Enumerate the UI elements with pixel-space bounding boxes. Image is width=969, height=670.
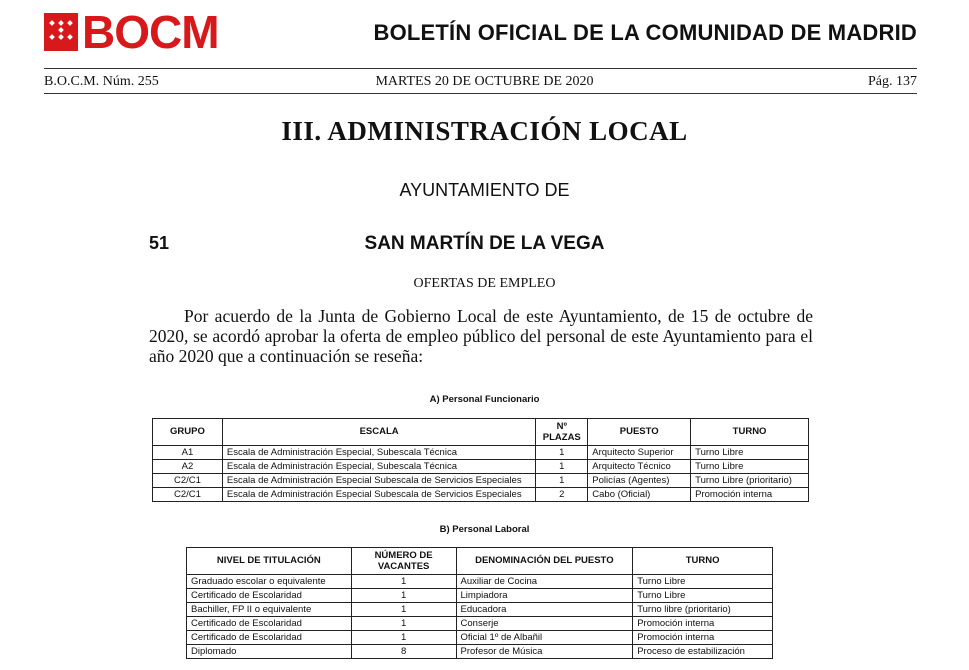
col-puesto: PUESTO — [588, 419, 691, 446]
cell-vacantes: 1 — [351, 589, 456, 603]
cell-grupo: C2/C1 — [153, 474, 223, 488]
cell-puesto: Arquitecto Superior — [588, 446, 691, 460]
cell-puesto: Policías (Agentes) — [588, 474, 691, 488]
cell-turno: Promoción interna — [633, 617, 773, 631]
table-row — [153, 474, 809, 488]
cell-plazas: 2 — [536, 488, 588, 502]
col-nivel: NIVEL DE TITULACIÓN — [187, 548, 352, 575]
header-top-rule — [44, 68, 917, 69]
subject-heading: OFERTAS DE EMPLEO — [413, 276, 556, 291]
cell-turno: Turno Libre — [691, 446, 809, 460]
ayuntamiento-heading: AYUNTAMIENTO DE — [399, 180, 570, 200]
col-grupo: GRUPO — [153, 419, 223, 446]
table-b-caption: B) Personal Laboral — [439, 524, 530, 535]
cell-denominacion: Oficial 1º de Albañil — [456, 631, 633, 645]
cell-turno: Turno Libre (prioritario) — [691, 474, 809, 488]
cell-denominacion: Educadora — [456, 603, 633, 617]
col-turno: TURNO — [691, 419, 809, 446]
cell-turno: Turno Libre — [633, 589, 773, 603]
cell-denominacion: Profesor de Música — [456, 645, 633, 659]
personal-laboral-table — [186, 547, 773, 659]
col-denominacion: DENOMINACIÓN DEL PUESTO — [456, 548, 633, 575]
issue-number: B.O.C.M. Núm. 255 — [44, 74, 159, 89]
cell-plazas: 1 — [536, 474, 588, 488]
personal-funcionario-table — [152, 418, 809, 502]
header-bottom-rule — [44, 93, 917, 94]
cell-nivel: Certificado de Escolaridad — [187, 631, 352, 645]
cell-denominacion: Conserje — [456, 617, 633, 631]
cell-vacantes: 1 — [351, 603, 456, 617]
table-row — [153, 460, 809, 474]
cell-escala: Escala de Administración Especial Subescala de Servicios Especiales — [222, 474, 535, 488]
col-plazas: Nº PLAZAS — [536, 419, 588, 446]
col-escala: ESCALA — [222, 419, 535, 446]
cell-nivel: Bachiller, FP II o equivalente — [187, 603, 352, 617]
col-turno: TURNO — [633, 548, 773, 575]
cell-nivel: Certificado de Escolaridad — [187, 589, 352, 603]
cell-turno: Turno libre (prioritario) — [633, 603, 773, 617]
table-row — [187, 589, 773, 603]
table-row — [187, 645, 773, 659]
cell-denominacion: Limpiadora — [456, 589, 633, 603]
table-header-row — [153, 419, 809, 446]
cell-escala: Escala de Administración Especial, Subescala Técnica — [222, 446, 535, 460]
body-paragraph-text: Por acuerdo de la Junta de Gobierno Local de este Ayuntamiento, de 15 de octubre de 2020, se acordó aprobar la oferta de empleo público del personal de este Ayuntamiento para el año 2020 que a continuación se reseña: — [149, 306, 813, 366]
town-name: SAN MARTÍN DE LA VEGA — [364, 233, 605, 254]
cell-turno: Proceso de estabilización — [633, 645, 773, 659]
cell-escala: Escala de Administración Especial, Subescala Técnica — [222, 460, 535, 474]
cell-plazas: 1 — [536, 446, 588, 460]
entry-number: 51 — [149, 233, 170, 253]
cell-nivel: Diplomado — [187, 645, 352, 659]
cell-plazas: 1 — [536, 460, 588, 474]
issue-date: MARTES 20 DE OCTUBRE DE 2020 — [375, 74, 594, 89]
col-vacantes: NÚMERO DE VACANTES — [351, 548, 456, 575]
table-header-row — [187, 548, 773, 575]
cell-escala: Escala de Administración Especial Subescala de Servicios Especiales — [222, 488, 535, 502]
cell-turno: Turno Libre — [691, 460, 809, 474]
cell-nivel: Certificado de Escolaridad — [187, 617, 352, 631]
cell-turno: Promoción interna — [633, 631, 773, 645]
body-paragraph — [149, 306, 813, 366]
table-row — [187, 575, 773, 589]
cell-grupo: A1 — [153, 446, 223, 460]
cell-puesto: Arquitecto Técnico — [588, 460, 691, 474]
cell-vacantes: 1 — [351, 631, 456, 645]
table-row — [153, 488, 809, 502]
cell-puesto: Cabo (Oficial) — [588, 488, 691, 502]
cell-nivel: Graduado escolar o equivalente — [187, 575, 352, 589]
masthead-title: BOLETÍN OFICIAL DE LA COMUNIDAD DE MADRID — [373, 20, 917, 45]
table-row — [187, 603, 773, 617]
table-a-caption: A) Personal Funcionario — [429, 394, 540, 405]
cell-grupo: A2 — [153, 460, 223, 474]
logo-text: BOCM — [82, 6, 219, 58]
cell-turno: Promoción interna — [691, 488, 809, 502]
cell-turno: Turno Libre — [633, 575, 773, 589]
table-row — [187, 617, 773, 631]
cell-grupo: C2/C1 — [153, 488, 223, 502]
section-title: III. ADMINISTRACIÓN LOCAL — [281, 116, 688, 146]
cell-denominacion: Auxiliar de Cocina — [456, 575, 633, 589]
bocm-logo — [44, 6, 219, 58]
table-row — [187, 631, 773, 645]
table-row — [153, 446, 809, 460]
cell-vacantes: 1 — [351, 617, 456, 631]
madrid-flag-icon — [44, 13, 78, 51]
cell-vacantes: 8 — [351, 645, 456, 659]
cell-vacantes: 1 — [351, 575, 456, 589]
page-number: Pág. 137 — [868, 74, 917, 89]
